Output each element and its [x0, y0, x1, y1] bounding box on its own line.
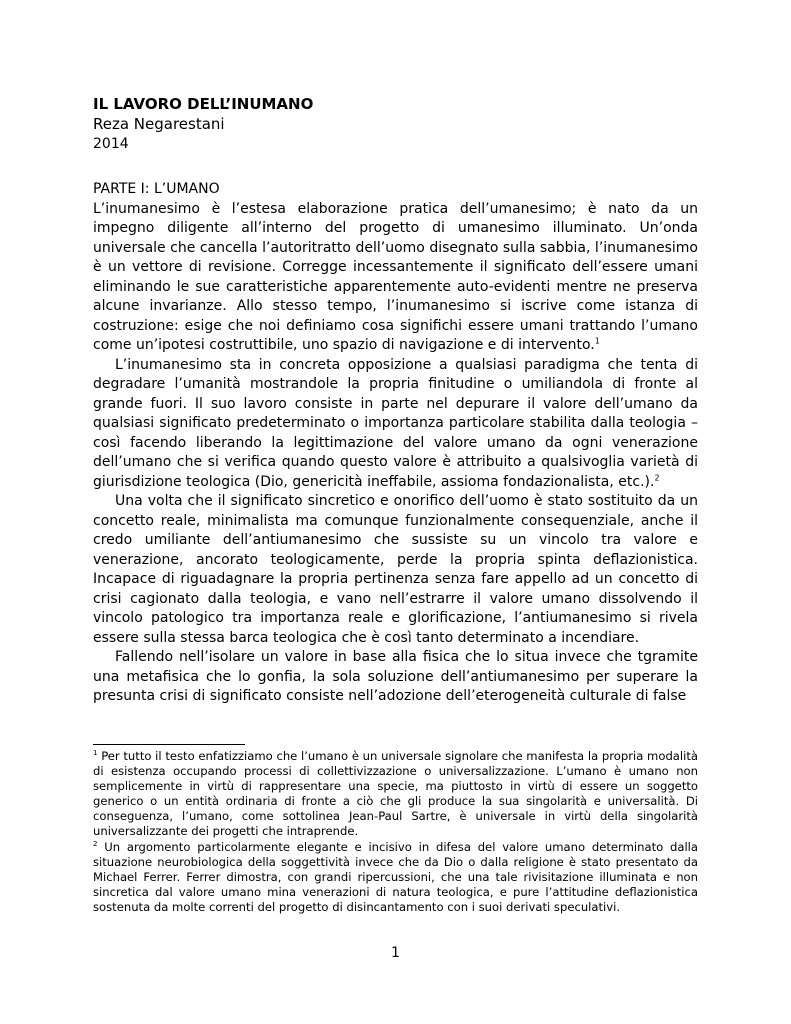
footnote-2-text: Un argomento particolarmente elegante e incisivo in difesa del valore umano determinato dalla situazione neurobiologica della soggettività invece che da Dio o dalla religione è stato presentato da Michael Ferrer. Ferrer dimostra, con grandi ripercussioni, che una tale rivisitazione illuminata e non sincretica dal valore umano mina venerazioni di natura teologica, e pure l’attitudine deflazionistica sostenuta da molte correnti del progetto di disincantamento con i suoi derivati speculativi. [93, 839, 699, 914]
document-year: 2014 [93, 136, 129, 152]
main-text [93, 94, 698, 707]
document-title: IL LAVORO DELL’INUMANO [93, 95, 314, 113]
footnote-separator [93, 744, 245, 745]
page-number: 1 [391, 945, 400, 961]
paragraph-3 [93, 492, 698, 648]
paragraph-1-text: L’inumanesimo è l’estesa elaborazione pratica dell’umanesimo; è nato da un impegno diligente all’interno del progetto di umanesimo illuminato. Un’onda universale che cancella l’autoritratto dell’uomo disegnato sulla sabbia, l’inumanesimo è un vettore di revisione. Corregge incessantemente il significato dell’essere umani eliminando le sue caratteristiche apparentemente auto-evidenti mentre ne preserva alcune invarianze. Allo stesso tempo, l’inumanesimo si iscrive come istanza di costruzione: esige che noi definiamo cosa significhi essere umani trattando l’umano come un’ipotesi costruttibile, uno spazio di navigazione e di intervento. [93, 200, 698, 353]
footnote-mark-1: 1 [93, 749, 98, 758]
footnotes [93, 749, 698, 915]
footnote-2 [93, 840, 698, 915]
paragraph-4 [93, 648, 698, 707]
paragraph-1 [93, 200, 698, 356]
footnote-ref-1[interactable]: 1 [594, 336, 600, 346]
footnote-mark-2: 2 [93, 839, 98, 848]
section-heading: PARTE I: L’UMANO [93, 181, 220, 197]
paragraph-4-text: Fallendo nell’isolare un valore in base alla fisica che lo situa invece che tgramite una metafisica che lo gonfia, la sola soluzione dell’antiumanesimo per superare la presunta crisi di significato consiste nell’adozione dell’eterogeneità culturale di false [93, 649, 698, 704]
document-author: Reza Negarestani [93, 115, 225, 133]
paragraph-2 [93, 356, 698, 493]
footnote-ref-2[interactable]: 2 [654, 472, 660, 482]
footnote-1-text: Per tutto il testo enfatizziamo che l’umano è un universale signolare che manifesta la propria modalità di esistenza occupando processi di collettivizzazione o universalizzazione. L’umano è umano non semplicemente in virtù di rappresentare una specie, ma piuttosto in virtù di essere un soggetto generico o un entità ordinaria di fronte a ciò che gli produce la sua singolarità e universalità. Di conseguenza, l’umano, come sottolinea Jean-Paul Sartre, è universale in virtù della singolarità universalizzante dei progetti che intraprende. [93, 749, 698, 839]
paragraph-2-text: L’inumanesimo sta in concreta opposizione a qualsiasi paradigma che tenta di degradare l’umanità mostrandole la propria finitudine o umiliandola di fronte al grande fuori. Il suo lavoro consiste in parte nel depurare il valore dell’umano da qualsiasi significato predeterminato o importanza particolare stabilita dalla teologia – così facendo liberando la legittimazione del valore umano da ogni venerazione dell’umano che si verifica quando questo valore è attribuito a qualsivoglia varietà di giurisdizione teologica (Dio, genericità ineffabile, assioma fondazionalista, etc.). [93, 356, 698, 490]
spacer [93, 154, 698, 180]
footnote-1 [93, 749, 698, 840]
paragraph-3-text: Una volta che il significato sincretico e onorifico dell’uomo è stato sostituito da un concetto reale, minimalista ma comunque funzionalmente consequenziale, anche il credo umiliante dell’antiumanesimo che sussiste su un vincolo tra valore e venerazione, ancorato teologicamente, perde la propria spinta deflazionistica. Incapace di riguadagnare la propria pertinenza senza fare appello ad un concetto di crisi cagionato dalla teologia, e vano nell’estrarre il valore umano dissolvendo il vincolo patologico tra importanza reale e glorificazione, l’antiumanesimo si rivela essere sulla stessa barca teologica che è così tanto determinato a incendiare. [93, 493, 698, 646]
